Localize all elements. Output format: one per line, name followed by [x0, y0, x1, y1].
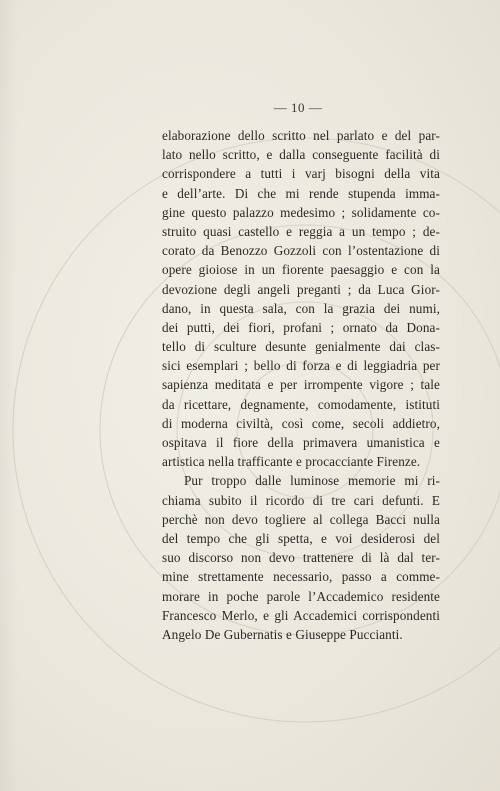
text-line: ospitava il fiore della primavera umanistica e [162, 435, 440, 450]
text-line: sapienza meditata e per irrompente vigore ; tale [162, 377, 440, 393]
paragraph [162, 126, 440, 471]
text-line: lato nello scritto, e dalla conseguente facilità di [162, 147, 440, 163]
text-line: e dell’arte. Di che mi rende stupenda imma- [162, 185, 440, 201]
text-line: dei putti, dei fiori, profani ; ornato da Dona- [162, 319, 440, 335]
text-line: opere gioiose in un fiorente paesaggio e con la [162, 262, 440, 278]
text-line: tello di sculture desunte genialmente dai clas- [162, 339, 440, 355]
text-line: di moderna civiltà, così come, secoli addietro, [162, 415, 440, 431]
text-line: mine strettamente necessario, passo a comme- [162, 569, 440, 585]
text-line: morare in poche parole l’Accademico residente [162, 588, 440, 604]
text-line: devozione degli angeli preganti ; da Luca Gior- [162, 281, 440, 297]
text-line: sici esemplari ; bello di forza e di leggiadria per [162, 358, 440, 374]
text-line: artistica nella trafficante e procacciante Firenze. [162, 454, 421, 470]
text-line: del tempo che gli spetta, e voi desiderosi del [162, 530, 440, 546]
text-line: da ricettare, degnamente, comodamente, istituti [162, 396, 440, 412]
text-line: Francesco Merlo, e gli Accademici corrispondenti [162, 607, 440, 623]
text-line: Angelo De Gubernatis e Giuseppe Puccianti. [162, 626, 403, 642]
text-line: perchè non devo togliere al collega Bacci nulla [162, 511, 440, 527]
text-line: suo discorso non devo trattenere di là dal ter- [162, 550, 440, 566]
text-line: dano, in questa sala, con la grazia dei numi, [162, 300, 440, 316]
text-line: corato da Benozzo Gozzoli con l’ostentazione di [162, 243, 440, 259]
binding-shadow [0, 0, 18, 791]
text-line: corrispondere a tutti i varj bisogni della vita [162, 166, 440, 182]
text-line: chiama subito il ricordo di tre cari defunti. E [162, 492, 440, 508]
page-number: — 10 — [273, 100, 323, 115]
body-text [162, 126, 440, 644]
text-line: gine questo palazzo medesimo ; solidamente co- [162, 204, 440, 220]
text-line: struito quasi castello e reggia a un tempo ; de- [162, 223, 440, 239]
paragraph [162, 471, 440, 644]
text-line: Pur troppo dalle luminose memorie mi ri- [184, 473, 440, 489]
text-line: elaborazione dello scritto nel parlato e del par- [162, 128, 440, 143]
